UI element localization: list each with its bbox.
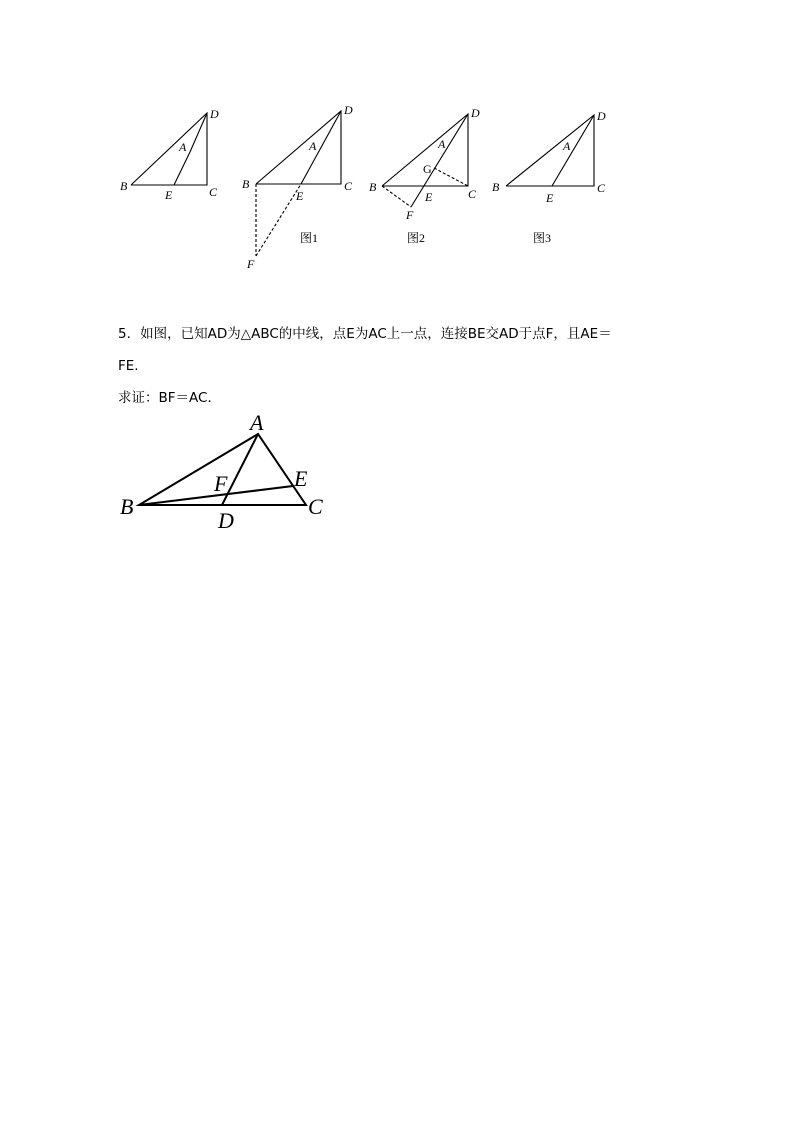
fig1-label-A: A	[309, 139, 317, 153]
label-F: F	[214, 471, 228, 496]
fig2-dashed-bf	[382, 186, 411, 207]
fig2-label-C: C	[468, 187, 477, 201]
fig2-label-F: F	[406, 208, 414, 222]
fig1-label-E: E	[296, 189, 304, 203]
problem-5	[118, 318, 688, 414]
fig2-dashed-gc	[434, 168, 468, 186]
fig0-label-A: A	[179, 140, 187, 154]
fig2-segment-fd	[411, 114, 468, 207]
fig1-dashed-fe	[256, 184, 301, 256]
fig3-caption: 图3	[533, 231, 552, 245]
fig1-label-D: D	[344, 103, 353, 117]
label-A: A	[250, 410, 264, 435]
top-figures	[0, 0, 794, 290]
problem-statement-line2: FE.	[118, 358, 139, 374]
fig3-triangle	[506, 115, 594, 186]
fig3-label-C: C	[597, 181, 606, 195]
triangle-figure	[110, 410, 350, 535]
fig2-label-E: E	[425, 190, 433, 204]
fig0-label-C: C	[209, 185, 218, 199]
label-C: C	[308, 494, 323, 519]
problem-prove-line: 求证：BF＝AC．	[118, 390, 221, 406]
fig3-label-B: B	[492, 180, 500, 194]
label-B: B	[120, 494, 134, 519]
fig3-label-E: E	[546, 191, 554, 205]
fig3-segment-ed	[552, 115, 594, 186]
fig3-label-A: A	[563, 139, 571, 153]
fig1-segment-ed	[301, 111, 341, 184]
fig0-segment-ad	[190, 113, 207, 152]
fig0-label-B: B	[120, 179, 128, 193]
fig1-label-C: C	[344, 179, 353, 193]
fig0-segment-ea	[174, 152, 190, 185]
fig2-caption: 图2	[407, 231, 426, 245]
fig0-triangle	[131, 113, 207, 185]
fig3-label-D: D	[597, 109, 606, 123]
fig2-label-D: D	[471, 106, 480, 120]
fig1-triangle	[256, 111, 341, 184]
label-E: E	[294, 466, 308, 491]
label-D: D	[218, 508, 234, 533]
fig1-label-F: F	[247, 257, 255, 271]
fig2-label-A: A	[438, 137, 446, 151]
fig2-label-B: B	[369, 180, 377, 194]
fig0-label-D: D	[210, 107, 219, 121]
fig0-label-E: E	[165, 188, 173, 202]
fig1-caption: 图1	[300, 231, 319, 245]
fig1-label-B: B	[242, 177, 250, 191]
problem-statement-line1: 5．如图，已知AD为△ABC的中线，点E为AC上一点，连接BE交AD于点F，且AE＝	[118, 326, 612, 342]
fig2-label-G: G	[423, 162, 432, 176]
